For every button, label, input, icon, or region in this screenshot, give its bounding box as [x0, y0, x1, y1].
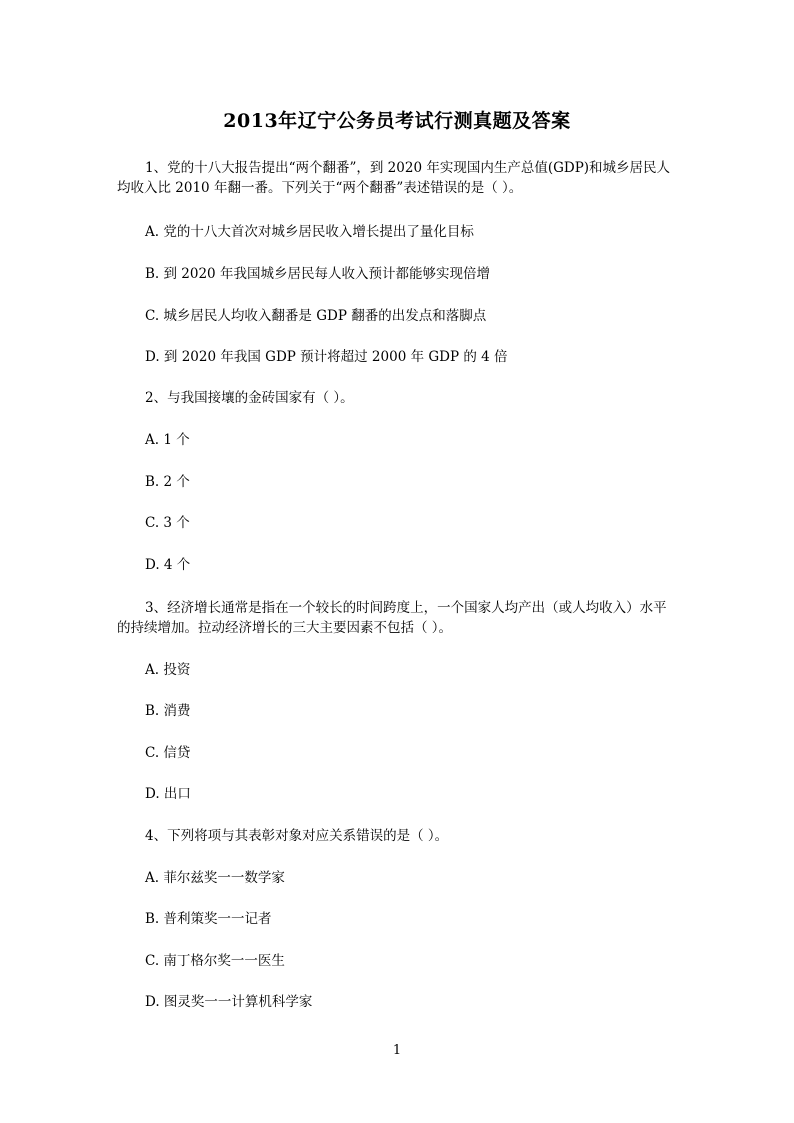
- question-2-option-a: A. 1 个: [145, 432, 190, 448]
- page-title: 2013年辽宁公务员考试行测真题及答案: [223, 110, 571, 132]
- question-4-option-a: A. 菲尔兹奖一一数学家: [145, 870, 285, 886]
- question-2-option-b: B. 2 个: [145, 474, 190, 490]
- question-3-stem: 3、经济增长通常是指在一个较长的时间跨度上，一个国家人均产出（或人均收入）水平的持续增加。拉动经济增长的三大主要因素不包括（ ）。: [117, 600, 667, 636]
- question-2-option-d: D. 4 个: [145, 557, 191, 573]
- question-4-option-b: B. 普利策奖一一记者: [145, 911, 272, 927]
- question-2-stem: 2、与我国接壤的金砖国家有（ ）。: [145, 390, 354, 406]
- question-1-option-a: A. 党的十八大首次对城乡居民收入增长提出了量化目标: [145, 224, 474, 240]
- question-1-stem: 1、党的十八大报告提出“两个翻番”，到 2020 年实现国内生产总值(GDP)和城乡居民人均收入比 2010 年翻一番。下列关于“两个翻番”表述错误的是（ ）。: [117, 160, 671, 196]
- question-1-option-b: B. 到 2020 年我国城乡居民每人收入预计都能够实现倍增: [145, 266, 490, 282]
- question-3-option-a: A. 投资: [145, 662, 191, 678]
- question-3-option-d: D. 出口: [145, 786, 191, 802]
- question-4-option-c: C. 南丁格尔奖一一医生: [145, 953, 285, 969]
- question-3-option-c: C. 信贷: [145, 745, 191, 761]
- question-3-option-b: B. 消费: [145, 703, 191, 719]
- question-1-option-d: D. 到 2020 年我国 GDP 预计将超过 2000 年 GDP 的 4 倍: [145, 349, 508, 365]
- question-4-option-d: D. 图灵奖一一计算机科学家: [145, 994, 313, 1010]
- question-1-option-c: C. 城乡居民人均收入翻番是 GDP 翻番的出发点和落脚点: [145, 308, 487, 324]
- page-number: 1: [392, 1043, 402, 1058]
- question-2-option-c: C. 3 个: [145, 515, 190, 531]
- question-4-stem: 4、下列将项与其表彰对象对应关系错误的是（ ）。: [145, 828, 449, 844]
